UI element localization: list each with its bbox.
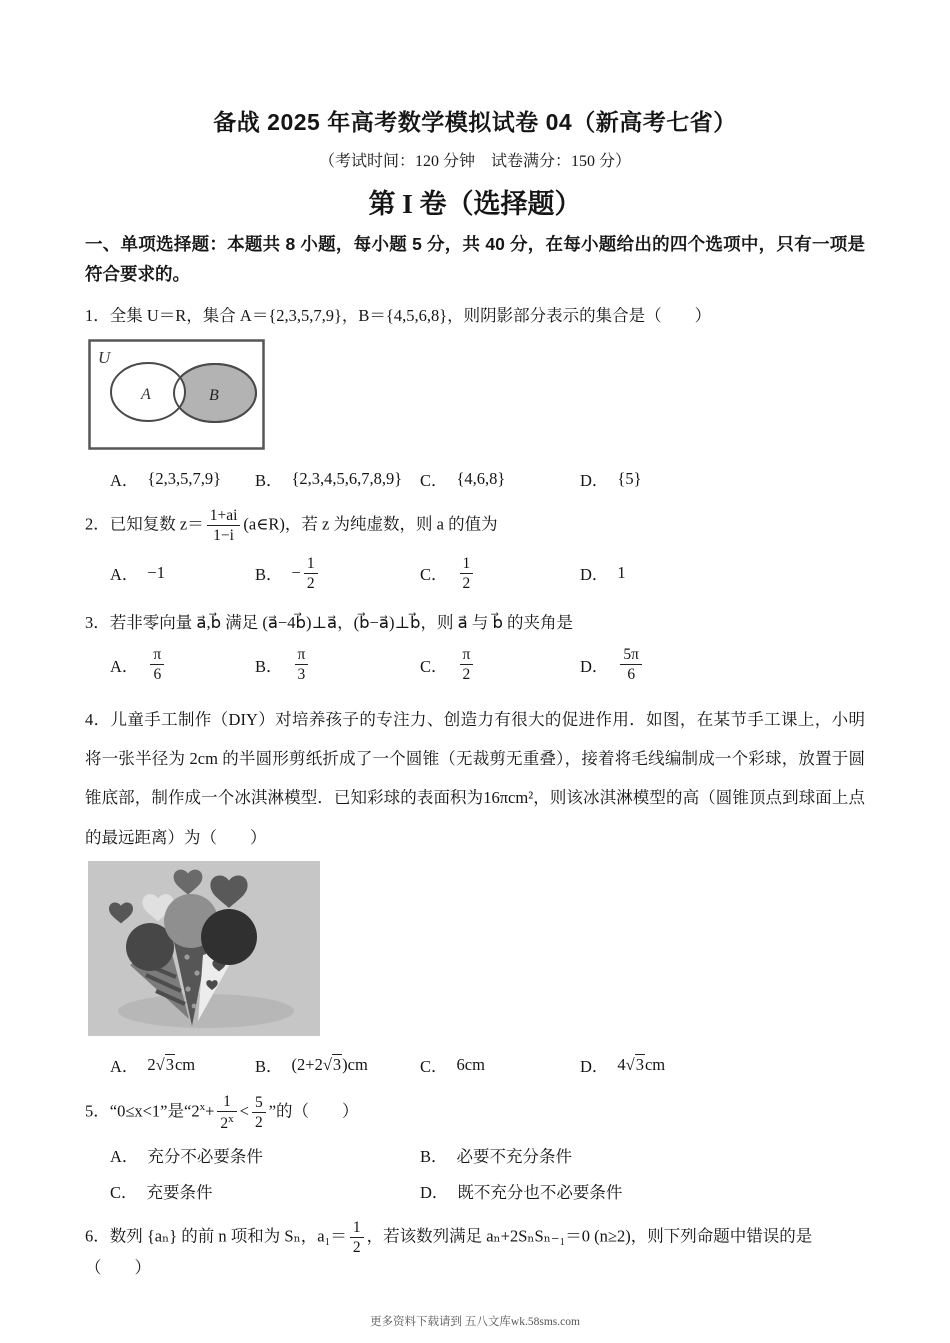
option-3c: C． $\frac{\pi}{2}$ (420, 646, 580, 684)
option-4b: B． (2+2 √3 )cm (255, 1054, 368, 1076)
venn-diagram (88, 339, 865, 455)
radical: √3 (155, 1054, 174, 1074)
fraction: $\frac{1}{2^x}$ (217, 1093, 236, 1133)
fraction: $\frac{1+ai}{1-i}$ (207, 507, 241, 545)
option-2a: A． −1 (110, 563, 165, 585)
question-2-stem: 2．已知复数 z＝ $\frac{1+ai}{1-i}$ (a∈R)，若 z 为纯虚数，则 a 的值为 (85, 506, 498, 545)
option-5b: B． 必要不充分条件 (420, 1146, 573, 1166)
cone-dot (194, 970, 199, 975)
pompom-ball (201, 909, 257, 965)
option-5c: C． 充要条件 (110, 1182, 213, 1202)
option-4d: D． 4 √3 cm (580, 1054, 666, 1076)
fraction: $\frac{5\pi}{6}$ (620, 646, 642, 684)
option-2d: D． 1 (580, 563, 626, 585)
cone-dot (185, 986, 190, 991)
option-2c: C． $\frac{1}{2}$ (420, 555, 580, 593)
cone-dot (192, 1003, 197, 1008)
ice-cream-photo-svg (88, 861, 320, 1036)
question-1-stem: 1．全集 U＝R，集合 A＝{2,3,5,7,9}，B＝{4,5,6,8}，则阴影部分表示的集合是（ ） (85, 306, 712, 326)
footer-note: 更多资料下载请到 五八文库wk.58sms.com (370, 1316, 580, 1328)
fraction: $\frac{\pi}{3}$ (295, 646, 309, 684)
venn-label-a: A (141, 385, 151, 403)
fraction: $\frac{5}{2}$ (252, 1094, 266, 1132)
cone-dot (184, 954, 189, 959)
fraction: $\frac{1}{2}$ (304, 555, 318, 593)
fraction: $\frac{1}{2}$ (350, 1219, 364, 1257)
question-4-photo (88, 861, 865, 1041)
question-4-stem: 4．儿童手工制作（DIY）对培养孩子的专注力、创造力有很大的促进作用．如图，在某节手工课上，小明将一张半径为 2cm 的半圆形剪纸折成了一个圆锥（无裁剪无重叠），接着将毛线编制成一个彩球，放置于圆锥底部，制作成一个冰淇淋模型．已知彩球的表面积为16πcm²，则该冰淇淋模型的高（圆锥顶点到球面上点的最远距离）为（ ） (85, 709, 865, 847)
option-1d: D． {5} (580, 468, 642, 490)
option-3b: B． $\frac{\pi}{3}$ (255, 646, 420, 684)
fraction: $\frac{1}{2}$ (460, 555, 474, 593)
fraction: $\frac{\pi}{6}$ (150, 646, 164, 684)
venn-universe-label: U (98, 347, 111, 367)
option-4c: C． 6cm (420, 1054, 485, 1076)
question-3-options (110, 646, 865, 684)
radical: √3 (625, 1054, 644, 1074)
question-5-options-row2 (110, 1179, 865, 1203)
option-5d: D． 既不充分也不必要条件 (420, 1182, 623, 1202)
fraction: $\frac{\pi}{2}$ (460, 646, 474, 684)
option-5a: A． 充分不必要条件 (110, 1146, 263, 1166)
option-2b: B． − $\frac{1}{2}$ (255, 555, 420, 593)
option-1a: A． {2,3,5,7,9} (110, 468, 222, 490)
question-5-options-row1 (110, 1143, 865, 1167)
section-instructions: 一、单项选择题：本题共 8 小题，每小题 5 分，共 40 分，在每小题给出的四个选项中，只有一项是符合要求的。 (85, 234, 865, 285)
question-4-options (110, 1053, 865, 1077)
page-title: 备战 2025 年高考数学模拟试卷 04（新高考七省） (213, 109, 737, 135)
question-1-options (110, 467, 865, 491)
section-heading: 第 I 卷（选择题） (368, 189, 582, 219)
option-3a: A． $\frac{\pi}{6}$ (110, 646, 255, 684)
question-3-stem: 3．若非零向量 a⃗,b⃗ 满足 (a⃗−4b⃗)⊥a⃗，(b⃗−a⃗)⊥b⃗，则 a⃗ 与 b⃗ 的夹角是 (85, 613, 574, 633)
option-4a: A． 2 √3 cm (110, 1054, 196, 1076)
option-1b: B． {2,3,4,5,6,7,8,9} (255, 468, 403, 490)
question-6-stem: 6．数列 {aₙ} 的前 n 项和为 Sₙ，a₁＝ $\frac{1}{2}$ ，若该数列满足 aₙ+2SₙSₙ₋₁＝0 (n≥2)，则下列命题中错误的是（ ） (85, 1218, 813, 1278)
option-3d: D． $\frac{5\pi}{6}$ (580, 646, 645, 684)
question-2-options (110, 555, 865, 593)
venn-label-b: B (209, 386, 219, 404)
venn-diagram-svg (88, 339, 265, 450)
exam-meta: （考试时间：120 分钟 试卷满分：150 分） (318, 153, 631, 170)
question-5-stem: 5．“0≤x<1”是“$2^x+$ $\frac{1}{2^x}$ < $\frac{5}{2}$ ”的（ ） (85, 1092, 359, 1133)
option-1c: C． {4,6,8} (420, 468, 506, 490)
radical: √3 (322, 1054, 342, 1074)
